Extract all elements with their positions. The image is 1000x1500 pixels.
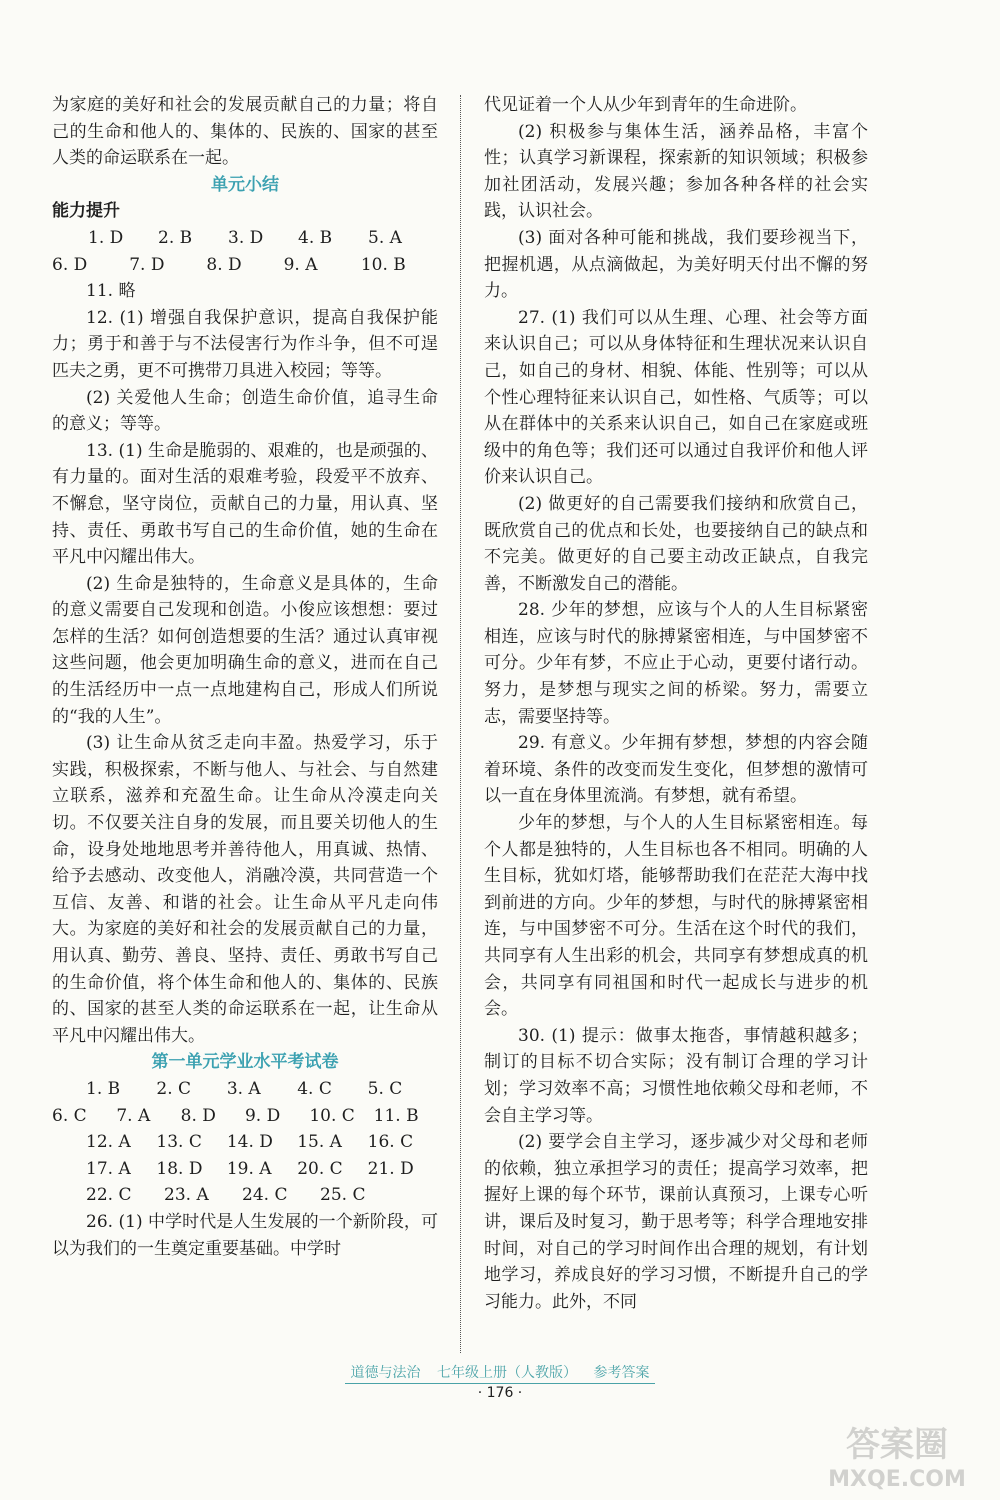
q26-1-answer: 26. (1) 中学时代是人生发展的一个新阶段，可以为我们的一生奠定重要基础。中学时 (52, 1211, 438, 1259)
intro-paragraph: 为家庭的美好和社会的发展贡献自己的力量；将自己的生命和他人的、集体的、民族的、国家的甚至人类的命运联系在一起。 (52, 95, 438, 169)
answer-item: 4. B (298, 227, 333, 248)
answer-item: 14. D (226, 1132, 273, 1153)
footer (0, 1362, 1000, 1384)
answer-item: 4. C (297, 1078, 332, 1099)
page-number: · 176 · (477, 1385, 523, 1401)
watermark-text: 答案圈 (846, 1425, 948, 1465)
answer-item: 6. C (52, 1105, 87, 1126)
answer-item: 2. B (158, 227, 193, 248)
test-heading: 第一单元学业水平考试卷 (151, 1052, 339, 1073)
answer-item: 12. A (86, 1132, 131, 1153)
answer-item: 23. A (164, 1185, 209, 1206)
ability-answer-grid (52, 225, 438, 278)
answer-item: 21. D (367, 1158, 414, 1179)
answer-item: 10. C (309, 1105, 355, 1126)
answer-paragraph: (2) 积极参与集体生活，涵养品格，丰富个性；认真学习新课程，探索新的知识领域；积极参加社团活动，发展兴趣；参加各种各样的社会实践，认识社会。 (484, 121, 868, 222)
answer-item: 6. D (52, 254, 88, 275)
answer-item: 25. C (320, 1185, 366, 1206)
answer-item: 5. A (368, 227, 402, 248)
answer-item: 13. C (156, 1132, 202, 1153)
answer-item: 3. D (228, 227, 264, 248)
answer-item: 16. C (367, 1132, 414, 1153)
column-divider (460, 95, 461, 1353)
footer-grade: 七年级上册（人教版） (437, 1365, 577, 1381)
answer-item: 1. B (86, 1078, 121, 1099)
answer-paragraph: 28. 少年的梦想，应该与个人的人生目标紧密相连，应该与时代的脉搏紧密相连，与中国梦密不可分。少年有梦，不应止于心动，更要付诸行动。努力，是梦想与现实之间的桥梁。努力，需要立志，需要坚持等。 (484, 600, 868, 727)
answer-item: 19. A (226, 1158, 272, 1179)
watermark-logo (806, 1416, 988, 1494)
answer-paragraph: 29. 有意义。少年拥有梦想，梦想的内容会随着环境、条件的改变而发生变化，但梦想的激情可以一直在身体里流淌。有梦想，就有希望。 (484, 733, 868, 807)
q11-answer: 11. 略 (86, 281, 136, 302)
answer-item: 11. B (373, 1105, 419, 1126)
right-column (484, 92, 868, 1315)
answer-item: 8. D (180, 1105, 216, 1126)
answer-item: 9. A (283, 254, 318, 275)
answer-item: 9. D (244, 1105, 281, 1126)
q13-1-answer: 13. (1) 生命是脆弱的、艰难的，也是顽强的、有力量的。面对生活的艰难考验，段爱平不放弃、不懈怠，坚守岗位，贡献自己的力量，用认真、坚持、责任、勇敢书写自己的生命价值，她的生命在平凡中闪耀出伟大。 (52, 440, 438, 568)
test-answer-grid (52, 1076, 438, 1209)
answer-item: 24. C (242, 1185, 288, 1206)
answer-item: 10. B (360, 254, 406, 275)
q12-1-answer: 12. (1) 增强自我保护意识，提高自我保护能力；勇于和善于与不法侵害行为作斗争，但不可逞匹夫之勇，更不可携带刀具进入校园；等等。 (52, 307, 438, 381)
left-column (52, 92, 438, 1262)
answer-item: 8. D (206, 254, 242, 275)
answer-item: 18. D (156, 1158, 203, 1179)
watermark-url: MXQE.COM (828, 1467, 966, 1492)
answer-row (52, 1156, 438, 1183)
footer-book-title (345, 1362, 656, 1384)
answer-row (52, 1129, 438, 1156)
answer-paragraph: (2) 做更好的自己需要我们接纳和欣赏自己，既欣赏自己的优点和长处，也要接纳自己的缺点和不完美。做更好的自己要主动改正缺点，自我完善，不断激发自己的潜能。 (484, 493, 868, 594)
footer-subject: 道德与法治 (350, 1365, 421, 1381)
answer-paragraph: 30. (1) 提示：做事太拖沓，事情越积越多；制订的目标不切合实际；没有制订合理的学习计划；学习效率不高；习惯性地依赖父母和老师，不会自主学习等。 (484, 1025, 868, 1126)
answer-row (52, 1182, 438, 1209)
answer-item: 7. D (129, 254, 165, 275)
answer-row (52, 1103, 438, 1130)
q13-2-answer: (2) 生命是独特的，生命意义是具体的，生命的意义需要自己发现和创造。小俊应该想想：要过怎样的生活？如何创造想要的生活？通过认真审视这些问题，他会更加明确生命的意义，进而在自己的生活经历中一点一点地建构自己，形成人们所说的“我的人生”。 (52, 573, 438, 727)
answer-paragraph: 代见证着一个人从少年到青年的生命进阶。 (484, 95, 807, 115)
answer-item: 5. C (367, 1078, 403, 1099)
answer-item: 7. A (116, 1105, 151, 1126)
unit-summary-heading: 单元小结 (211, 174, 279, 195)
ability-heading: 能力提升 (52, 201, 120, 222)
answer-paragraph: (3) 面对各种可能和挑战，我们要珍视当下，把握机遇，从点滴做起，为美好明天付出不懈的努力。 (484, 227, 868, 302)
answer-item: 1. D (88, 227, 124, 248)
answer-item: 2. C (156, 1078, 192, 1099)
answer-row (52, 225, 438, 252)
q13-3-answer: (3) 让生命从贫乏走向丰盈。热爱学习，乐于实践，积极探索，不断与他人、与社会、与自然建立联系，滋养和充盈生命。让生命从冷漠走向关切。不仅要关注自身的发展，而且要关切他人的生命，设身处地地思考并善待他人，用真诚、热情、给予去感动、改变他人，消融冷漠，共同营造一个互信、友善、和谐的社会。让生命从平凡走向伟大。为家庭的美好和社会的发展贡献自己的力量，用认真、勤劳、善良、坚持、责任、勇敢书写自己的生命价值，将个体生命和他人的、集体的、民族的、国家的甚至人类的命运联系在一起，让生命从平凡中闪耀出伟大。 (52, 733, 438, 1046)
q12-2-answer: (2) 关爱他人生命；创造生命价值，追寻生命的意义；等等。 (52, 387, 438, 435)
answer-row (52, 252, 438, 279)
answer-item: 15. A (297, 1132, 342, 1153)
answer-item: 22. C (86, 1185, 132, 1206)
answer-row (52, 1076, 438, 1103)
answer-item: 17. A (86, 1158, 131, 1179)
answer-paragraph: 少年的梦想，与个人的人生目标紧密相连。每个人都是独特的，人生目标也各不相同。明确的人生目标，犹如灯塔，能够帮助我们在茫茫大海中找到前进的方向。少年的梦想，与时代的脉搏紧密相连，与中国梦密不可分。生活在这个时代的我们，共同享有人生出彩的机会，共同享有梦想成真的机会，共同享有同祖国和时代一起成长与进步的机会。 (484, 813, 868, 1020)
answer-item: 3. A (226, 1078, 261, 1099)
answer-paragraph: 27. (1) 我们可以从生理、心理、社会等方面来认识自己；可以从身体特征和生理状况来认识自己，如自己的身材、相貌、体能、性别等；可以从个性心理特征来认识自己，如性格、气质等；可以从在群体中的关系来认识自己，如自己在家庭或班级中的角色等；我们还可以通过自我评价和他人评价来认识自己。 (484, 307, 868, 488)
answer-paragraph: (2) 要学会自主学习，逐步减少对父母和老师的依赖，独立承担学习的责任；提高学习效率，把握好上课的每个环节，课前认真预习，上课专心听讲，课后及时复习，勤于思考等；科学合理地安排时间，对自己的学习时间作出合理的规划，有计划地学习，养成良好的学习习惯，不断提升自己的学习能力。此外，不同 (484, 1132, 868, 1312)
answer-item: 20. C (297, 1158, 343, 1179)
footer-label: 参考答案 (593, 1365, 650, 1381)
